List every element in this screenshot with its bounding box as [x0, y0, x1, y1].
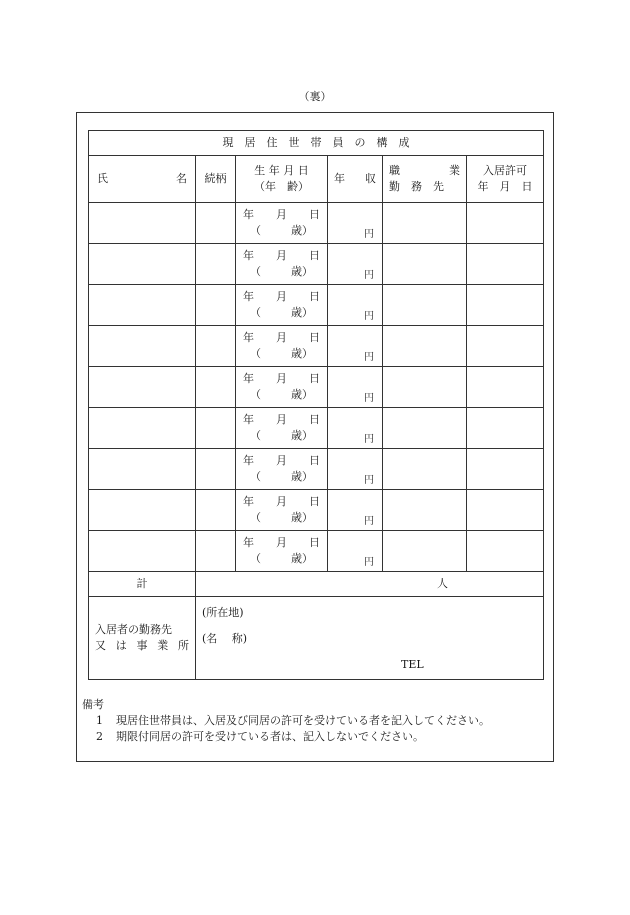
workplace-label-char: 業	[157, 639, 169, 652]
household-table	[88, 130, 544, 680]
yen-unit: 円	[364, 556, 374, 568]
workplace-row	[89, 597, 544, 680]
permit-date-field[interactable]	[467, 326, 544, 367]
dob-open-paren: （	[250, 306, 261, 319]
dob-age-label: 歳）	[291, 306, 313, 319]
dob-field[interactable]	[236, 326, 328, 367]
dob-field[interactable]	[236, 449, 328, 490]
dob-date-label: 年 月 日	[243, 413, 320, 427]
job-field[interactable]	[383, 408, 467, 449]
income-field[interactable]	[328, 408, 383, 449]
dob-open-paren: （	[250, 265, 261, 278]
note-item: 2 期限付同居の許可を受けている者は、記入しないでください。	[96, 730, 424, 743]
name-field[interactable]	[89, 408, 196, 449]
note-item: 1 現居住世帯員は、入居及び同居の許可を受けている者を記入してください。	[96, 714, 490, 727]
table-row	[89, 326, 544, 367]
table-row	[89, 285, 544, 326]
dob-field[interactable]	[236, 490, 328, 531]
yen-unit: 円	[364, 515, 374, 527]
dob-age-label: 歳）	[291, 224, 313, 237]
income-field[interactable]	[328, 367, 383, 408]
dob-age-label: 歳）	[291, 388, 313, 401]
relation-field[interactable]	[196, 285, 236, 326]
job-field[interactable]	[383, 285, 467, 326]
workplace-field[interactable]	[196, 597, 544, 680]
table-row	[89, 203, 544, 244]
dob-age-label: 歳）	[291, 347, 313, 360]
dob-field[interactable]	[236, 285, 328, 326]
dob-date-label: 年 月 日	[243, 331, 320, 345]
table-row	[89, 449, 544, 490]
yen-unit: 円	[364, 392, 374, 404]
dob-date-label: 年 月 日	[243, 454, 320, 468]
job-field[interactable]	[383, 449, 467, 490]
name-field[interactable]	[89, 244, 196, 285]
income-field[interactable]	[328, 490, 383, 531]
table-row	[89, 244, 544, 285]
dob-age-label: 歳）	[291, 429, 313, 442]
permit-date-field[interactable]	[467, 285, 544, 326]
relation-field[interactable]	[196, 326, 236, 367]
table-row	[89, 531, 544, 572]
relation-field[interactable]	[196, 490, 236, 531]
income-field[interactable]	[328, 203, 383, 244]
yen-unit: 円	[364, 228, 374, 240]
name-field[interactable]	[89, 203, 196, 244]
workplace-label-char: 事	[136, 639, 148, 652]
workplace-name-label: (名 称)	[202, 632, 248, 645]
table-title: 現 居 住 世 帯 員 の 構 成	[89, 131, 544, 156]
table-row	[89, 490, 544, 531]
workplace-label-char: 所	[178, 639, 189, 652]
total-count-field[interactable]	[196, 572, 544, 597]
name-field[interactable]	[89, 326, 196, 367]
header-job: 職 業 勤 務 先	[383, 156, 467, 203]
dob-open-paren: （	[250, 511, 261, 524]
dob-date-label: 年 月 日	[243, 495, 320, 509]
dob-open-paren: （	[250, 347, 261, 360]
relation-field[interactable]	[196, 408, 236, 449]
relation-field[interactable]	[196, 203, 236, 244]
job-field[interactable]	[383, 367, 467, 408]
workplace-label-char: 又	[95, 639, 106, 652]
job-field[interactable]	[383, 490, 467, 531]
total-unit: 人	[437, 577, 449, 590]
dob-open-paren: （	[250, 552, 261, 565]
dob-field[interactable]	[236, 203, 328, 244]
income-field[interactable]	[328, 285, 383, 326]
income-field[interactable]	[328, 531, 383, 572]
yen-unit: 円	[364, 351, 374, 363]
total-label: 計	[89, 572, 196, 597]
notes-section	[82, 697, 490, 745]
permit-date-field[interactable]	[467, 244, 544, 285]
yen-unit: 円	[364, 433, 374, 445]
income-field[interactable]	[328, 326, 383, 367]
table-row	[89, 367, 544, 408]
name-field[interactable]	[89, 531, 196, 572]
header-name: 氏 名	[89, 156, 196, 203]
dob-date-label: 年 月 日	[243, 372, 320, 386]
dob-field[interactable]	[236, 408, 328, 449]
job-field[interactable]	[383, 326, 467, 367]
notes-heading: 備考	[82, 698, 104, 711]
name-field[interactable]	[89, 285, 196, 326]
permit-date-field[interactable]	[467, 531, 544, 572]
permit-date-field[interactable]	[467, 367, 544, 408]
total-row	[89, 572, 544, 597]
dob-open-paren: （	[250, 470, 261, 483]
name-field[interactable]	[89, 449, 196, 490]
permit-date-field[interactable]	[467, 490, 544, 531]
permit-date-field[interactable]	[467, 449, 544, 490]
dob-open-paren: （	[250, 429, 261, 442]
workplace-address-label: (所在地)	[202, 606, 244, 619]
workplace-label: 入居者の勤務先 又 は 事 業 所	[89, 597, 196, 680]
name-field[interactable]	[89, 367, 196, 408]
permit-date-field[interactable]	[467, 408, 544, 449]
dob-date-label: 年 月 日	[243, 208, 320, 222]
table-row	[89, 408, 544, 449]
yen-unit: 円	[364, 310, 374, 322]
dob-field[interactable]	[236, 531, 328, 572]
relation-field[interactable]	[196, 244, 236, 285]
job-field[interactable]	[383, 244, 467, 285]
dob-age-label: 歳）	[291, 470, 313, 483]
income-field[interactable]	[328, 449, 383, 490]
dob-age-label: 歳）	[291, 552, 313, 565]
page-side-label: （裏）	[298, 90, 332, 103]
dob-field[interactable]	[236, 367, 328, 408]
header-permit-date: 入居許可 年 月 日	[467, 156, 544, 203]
job-field[interactable]	[383, 203, 467, 244]
income-field[interactable]	[328, 244, 383, 285]
dob-date-label: 年 月 日	[243, 536, 320, 550]
dob-open-paren: （	[250, 224, 261, 237]
job-field[interactable]	[383, 531, 467, 572]
dob-age-label: 歳）	[291, 511, 313, 524]
name-field[interactable]	[89, 490, 196, 531]
relation-field[interactable]	[196, 531, 236, 572]
header-relation: 続柄	[196, 156, 236, 203]
dob-date-label: 年 月 日	[243, 249, 320, 263]
dob-field[interactable]	[236, 244, 328, 285]
dob-age-label: 歳）	[291, 265, 313, 278]
workplace-tel-label: TEL	[401, 658, 424, 671]
workplace-label-char: は	[115, 639, 127, 652]
permit-date-field[interactable]	[467, 203, 544, 244]
relation-field[interactable]	[196, 449, 236, 490]
yen-unit: 円	[364, 474, 374, 486]
header-income: 年 収	[328, 156, 383, 203]
header-dob: 生 年 月 日 （年 齢）	[236, 156, 328, 203]
header-row	[89, 156, 544, 203]
dob-open-paren: （	[250, 388, 261, 401]
dob-date-label: 年 月 日	[243, 290, 320, 304]
relation-field[interactable]	[196, 367, 236, 408]
yen-unit: 円	[364, 269, 374, 281]
